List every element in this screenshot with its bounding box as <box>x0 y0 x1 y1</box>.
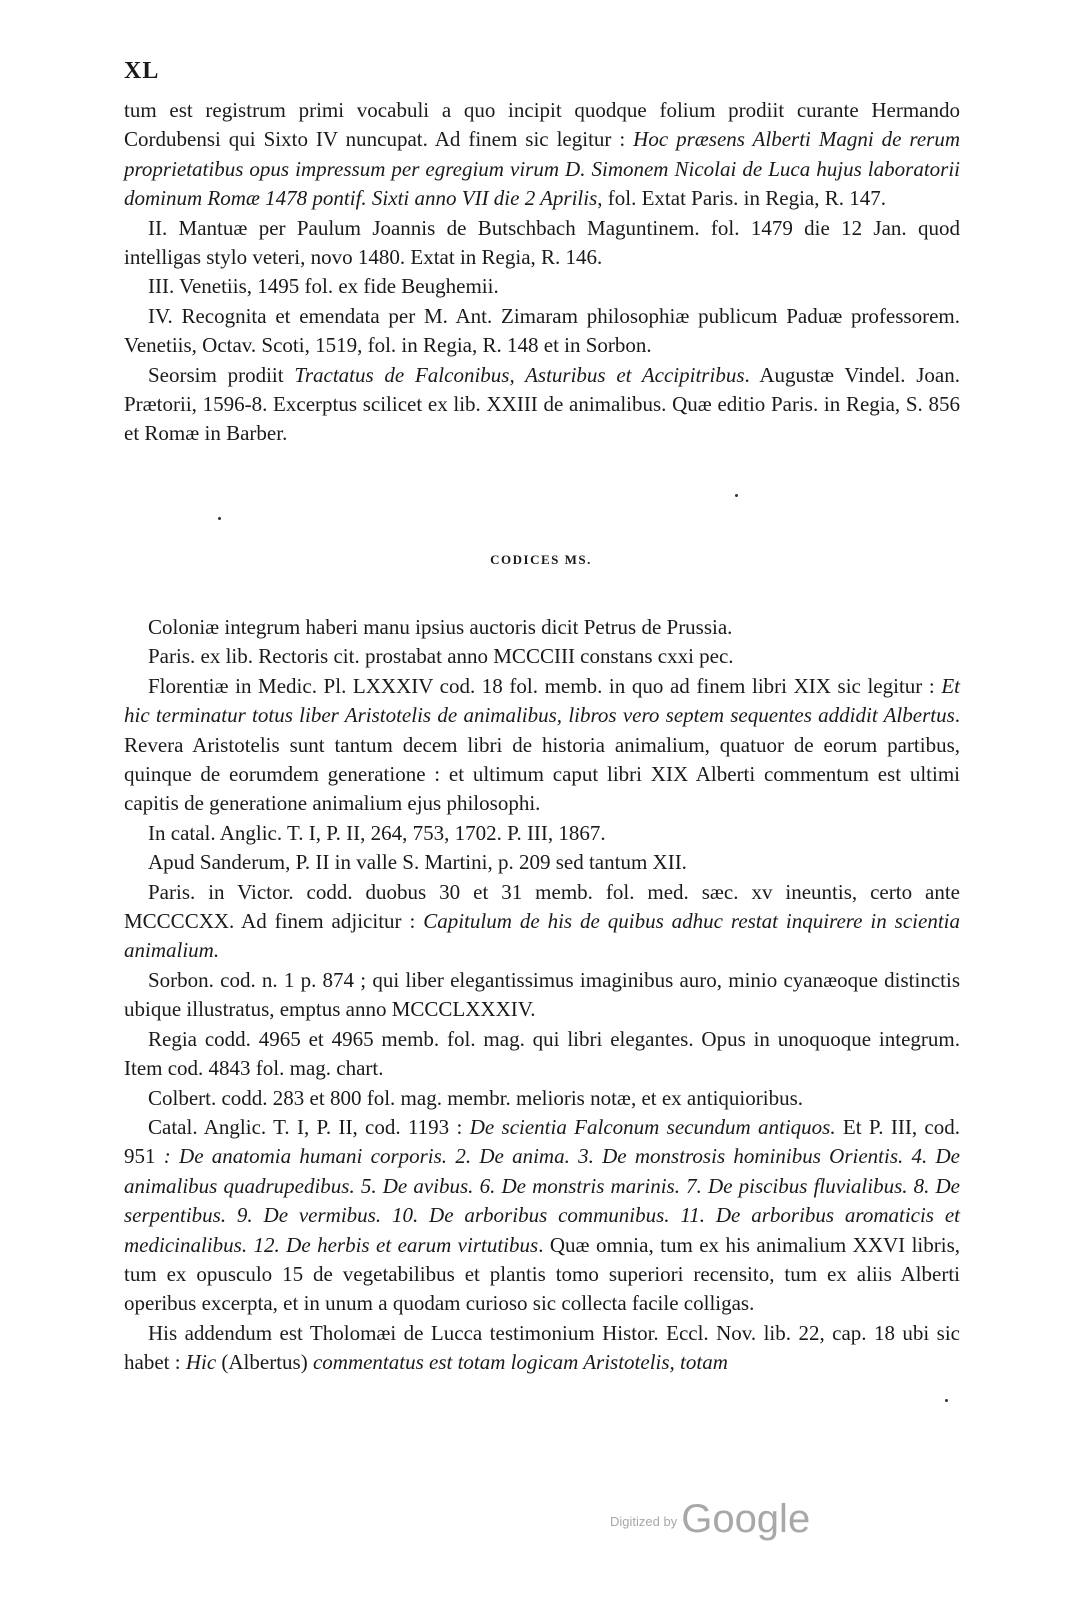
text-run: tum est registrum primi vocabuli a quo incipit quodque folium prodiit curante Hermando Cordubensi qui Sixto IV nuncupat. Ad finem sic legitur : <box>124 98 960 152</box>
italic-text: De scientia Falconum secundum antiquos. <box>469 1114 836 1139</box>
italic-text: Et hic terminatur totus liber Aristotelis de animalibus, libros vero septem sequentes addidit Albertus <box>124 673 960 728</box>
edition-paragraph <box>124 361 960 449</box>
codex-paragraph <box>124 966 960 1025</box>
text-run: IV. Recognita et emendata per M. Ant. Zimaram philosophiæ publicum Paduæ professorem. Venetiis, Octav. Scoti, 1519, fol. in Regia, R. 148 et in Sorbon. <box>124 303 960 358</box>
text-run: . Revera Aristotelis sunt tantum decem libri de historia animalium, quatuor de eorum partibus, quinque de eorumdem generatione : et ultimum caput libri XIX Alberti commentum est ultimi capitis de generatione animalium ejus philosophi. <box>124 703 960 816</box>
edition-paragraph <box>124 96 960 214</box>
text-run: Paris. in Victor. codd. duobus 30 et 31 memb. fol. med. sæc. xv ineuntis, certo ante MCCCCXX. Ad finem adjicitur : <box>124 879 960 934</box>
codex-paragraph <box>124 878 960 966</box>
codices-text <box>124 613 960 1378</box>
italic-text: Capitulum de his de quibus adhuc restat inquirere in scientia animalium. <box>124 909 961 963</box>
text-run: His addendum est Tholomæi de Lucca testimonium Histor. Eccl. Nov. lib. 22, cap. 18 ubi sic habet : <box>124 1320 960 1375</box>
codex-paragraph <box>124 613 960 642</box>
text-run: , fol. Extat Paris. in Regia, R. 147. <box>597 186 886 211</box>
text-run: Et P. III, cod. 951 <box>124 1114 960 1169</box>
text-run: Colbert. codd. 283 et 800 fol. mag. membr. melioris notæ, et ex antiquioribus. <box>148 1085 803 1110</box>
codex-paragraph <box>124 1319 960 1378</box>
italic-text: Hic <box>185 1350 217 1375</box>
text-run: II. Mantuæ per Paulum Joannis de Butschbach Maguntinem. fol. 1479 die 12 Jan. quod intelligas stylo veteri, novo 1480. Extat in Regia, R. 146. <box>124 215 960 270</box>
text-run: Coloniæ integrum haberi manu ipsius auctoris dicit Petrus de Prussia. <box>148 615 733 639</box>
italic-text: commentatus est totam logicam Aristotelis, totam <box>312 1350 728 1375</box>
italic-text: Tractatus de Falconibus, Asturibus et Accipitribus <box>294 362 745 387</box>
print-speck <box>945 1399 948 1402</box>
watermark-small-text: Digitized by <box>610 1514 678 1529</box>
print-speck <box>735 494 738 497</box>
edition-paragraph <box>124 214 960 273</box>
text-run: (Albertus) <box>216 1350 313 1375</box>
text-run: Apud Sanderum, P. II in valle S. Martini, p. 209 sed tantum XII. <box>148 850 687 875</box>
text-run: . Augustæ Vindel. Joan. Prætorii, 1596-8. Excerptus scilicet ex lib. XXIII de animalibus. Quæ editio Paris. in Regia, S. 856 et Romæ in Barber. <box>124 362 960 446</box>
text-run: . Quæ omnia, tum ex his animalium XXVI libris, tum ex opusculo 15 de vegetabilibus et plantis tomo superiori recensito, tum ex aliis Alberti operibus excerpta, et in unum a quodam curioso sic collecta facile colligas. <box>124 1232 960 1316</box>
codex-paragraph <box>124 642 960 671</box>
text-run: Sorbon. cod. n. 1 p. 874 ; qui liber elegantissimus imaginibus auro, minio cyanæoque distinctis ubique illustratus, emptus anno MCCCLXXXIV. <box>124 967 960 1022</box>
google-logo: Google <box>681 1497 811 1541</box>
codex-paragraph <box>124 672 960 819</box>
codex-paragraph <box>124 1113 960 1319</box>
editions-text <box>124 96 960 449</box>
italic-text: Hoc præsens Alberti Magni de rerum proprietatibus opus impressum per egregium virum D. Simonem Nicolai de Luca hujus laboratorii dominum Romæ 1478 pontif. Sixti anno VII die 2 Aprilis <box>124 127 960 211</box>
print-speck <box>218 517 221 520</box>
text-run: Paris. ex lib. Rectoris cit. prostabat anno MCCCIII constans cxxi pec. <box>148 644 734 669</box>
codex-paragraph <box>124 848 960 877</box>
edition-paragraph <box>124 272 960 301</box>
page-number: XL <box>124 58 160 84</box>
codex-paragraph <box>124 819 960 848</box>
digitized-watermark <box>610 1497 810 1542</box>
codex-paragraph <box>124 1025 960 1084</box>
section-heading-codices: CODICES MS. <box>490 552 592 567</box>
italic-text: : De anatomia humani corporis. 2. De anima. 3. De monstrosis hominibus Orientis. 4. De animalibus quadrupedibus. 5. De avibus. 6. De monstris marinis. 7. De piscibus fluvialibus. 8. De serpentibus. 9. De vermibus. 10. De arboribus communibus. 11. De arboribus aromaticis et medicinalibus. 12. De herbis et earum virtutibus <box>124 1144 961 1257</box>
text-run: In catal. Anglic. T. I, P. II, 264, 753, 1702. P. III, 1867. <box>148 820 606 845</box>
codex-paragraph <box>124 1084 960 1113</box>
edition-paragraph <box>124 302 960 361</box>
text-run: III. Venetiis, 1495 fol. ex fide Beughemii. <box>148 274 499 299</box>
text-run: Seorsim prodiit <box>148 362 295 387</box>
text-run: Florentiæ in Medic. Pl. LXXXIV cod. 18 fol. memb. in quo ad finem libri XIX sic legitur : <box>148 673 942 698</box>
text-run: Catal. Anglic. T. I, P. II, cod. 1193 : <box>148 1114 470 1139</box>
text-run: Regia codd. 4965 et 4965 memb. fol. mag. qui libri elegantes. Opus in unoquoque integrum. Item cod. 4843 fol. mag. chart. <box>124 1026 960 1081</box>
